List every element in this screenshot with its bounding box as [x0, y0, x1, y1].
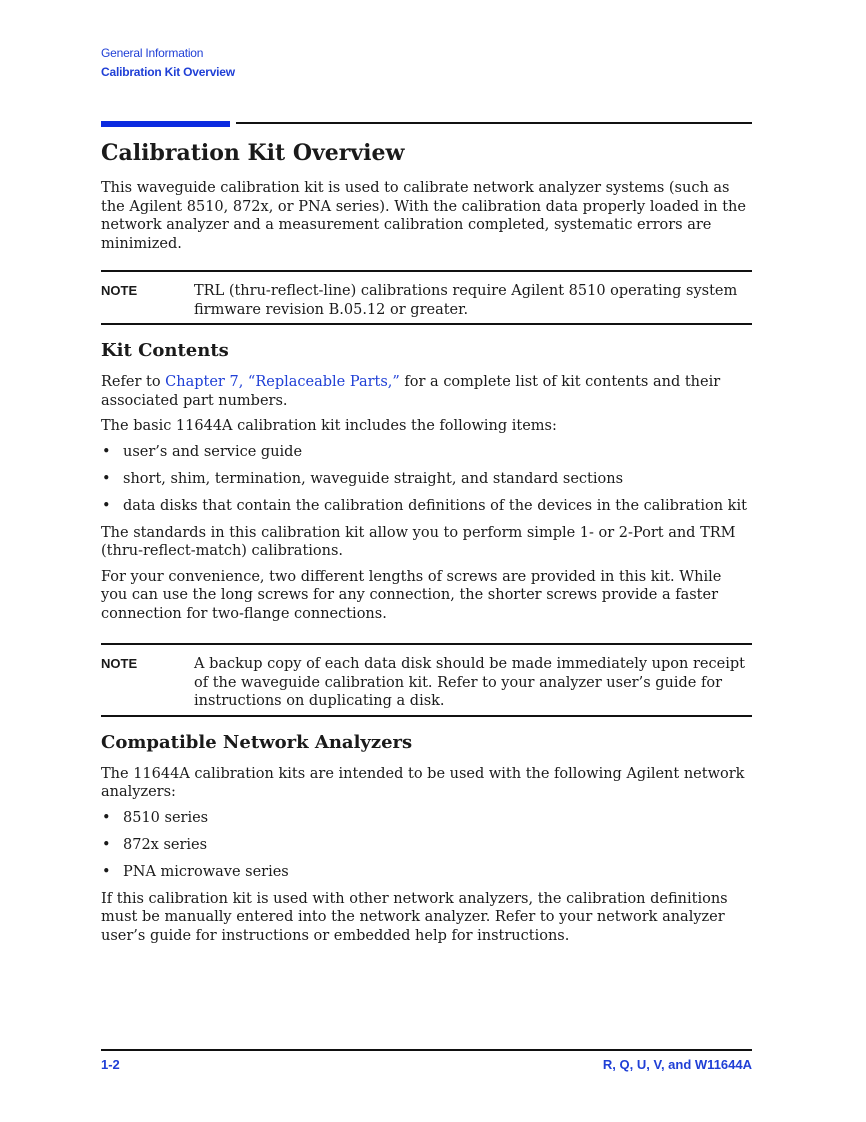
list-item — [101, 443, 752, 462]
includes-paragraph: The basic 11644A calibration kit includes the following items: — [101, 418, 557, 434]
refer-suffix: for a complete list of kit contents and their associated part numbers. — [101, 374, 721, 409]
list-item — [101, 470, 752, 489]
bullet-icon: • — [102, 836, 111, 853]
note-label: NOTE — [101, 283, 138, 298]
intro-paragraph: This waveguide calibration kit is used to calibrate network analyzer systems (such as the Agilent 8510, 872x, or PNA series). With the calibration data properly loaded in the network analyzer and a measurement calibration completed, systematic errors are minimized. — [101, 180, 746, 252]
bullet-icon: • — [102, 863, 111, 880]
closing-paragraph: If this calibration kit is used with other network analyzers, the calibration definitions must be manually entered into the network analyzer. Refer to your network analyzer user’s guide for instructions or embedded help for instructions. — [101, 890, 728, 944]
note-text: A backup copy of each data disk should be made immediately upon receipt of the waveguide calibration kit. Refer to your analyzer user’s guide for instructions on duplicating a disk. — [194, 656, 745, 709]
replaceable-parts-link[interactable]: Chapter 7, “Replaceable Parts,” — [165, 374, 400, 390]
note-firmware — [101, 270, 752, 325]
refer-paragraph — [101, 373, 752, 410]
list-item — [101, 836, 752, 855]
standards-paragraph: The standards in this calibration kit allow you to perform simple 1- or 2-Port and TRM (thru-reflect-match) calibrations. — [101, 524, 736, 559]
list-item-text: PNA microwave series — [123, 863, 289, 880]
list-item-text: 872x series — [123, 836, 208, 853]
header-accent-rule — [101, 121, 230, 127]
footer-models: R, Q, U, V, and W11644A — [602, 1057, 752, 1072]
analyzer-list — [101, 809, 752, 882]
list-item-text: 8510 series — [123, 809, 209, 826]
section-heading-compatible: Compatible Network Analyzers — [101, 731, 413, 753]
refer-prefix: Refer to — [101, 374, 166, 390]
bullet-icon: • — [102, 497, 111, 514]
kit-items-list — [101, 443, 752, 516]
page-number: 1-2 — [101, 1057, 120, 1072]
header-section: General Information — [101, 46, 204, 60]
screws-paragraph: For your convenience, two different lengths of screws are provided in this kit. While you can use the long screws for any connection, the shorter screws provide a faster connection for two-flange connections. — [101, 568, 722, 622]
list-item — [101, 863, 752, 882]
note-text: TRL (thru-reflect-line) calibrations require Agilent 8510 operating system firmware revision B.05.12 or greater. — [194, 283, 738, 318]
list-item-text: user’s and service guide — [123, 443, 303, 460]
list-item-text: short, shim, termination, waveguide straight, and standard sections — [123, 470, 624, 487]
compatible-intro: The 11644A calibration kits are intended to be used with the following Agilent network analyzers: — [101, 765, 745, 800]
header-subsection: Calibration Kit Overview — [101, 65, 235, 79]
page-title: Calibration Kit Overview — [101, 140, 405, 166]
bullet-icon: • — [102, 443, 111, 460]
section-heading-kit-contents: Kit Contents — [101, 340, 229, 361]
list-item-text: data disks that contain the calibration definitions of the devices in the calibration kit — [123, 497, 747, 514]
list-item — [101, 809, 752, 828]
note-label: NOTE — [101, 656, 138, 671]
list-item — [101, 497, 752, 516]
bullet-icon: • — [102, 809, 111, 826]
note-backup — [101, 643, 752, 717]
footer-rule — [101, 1049, 752, 1051]
bullet-icon: • — [102, 470, 111, 487]
header-rule — [236, 122, 752, 124]
page-content — [101, 139, 752, 952]
